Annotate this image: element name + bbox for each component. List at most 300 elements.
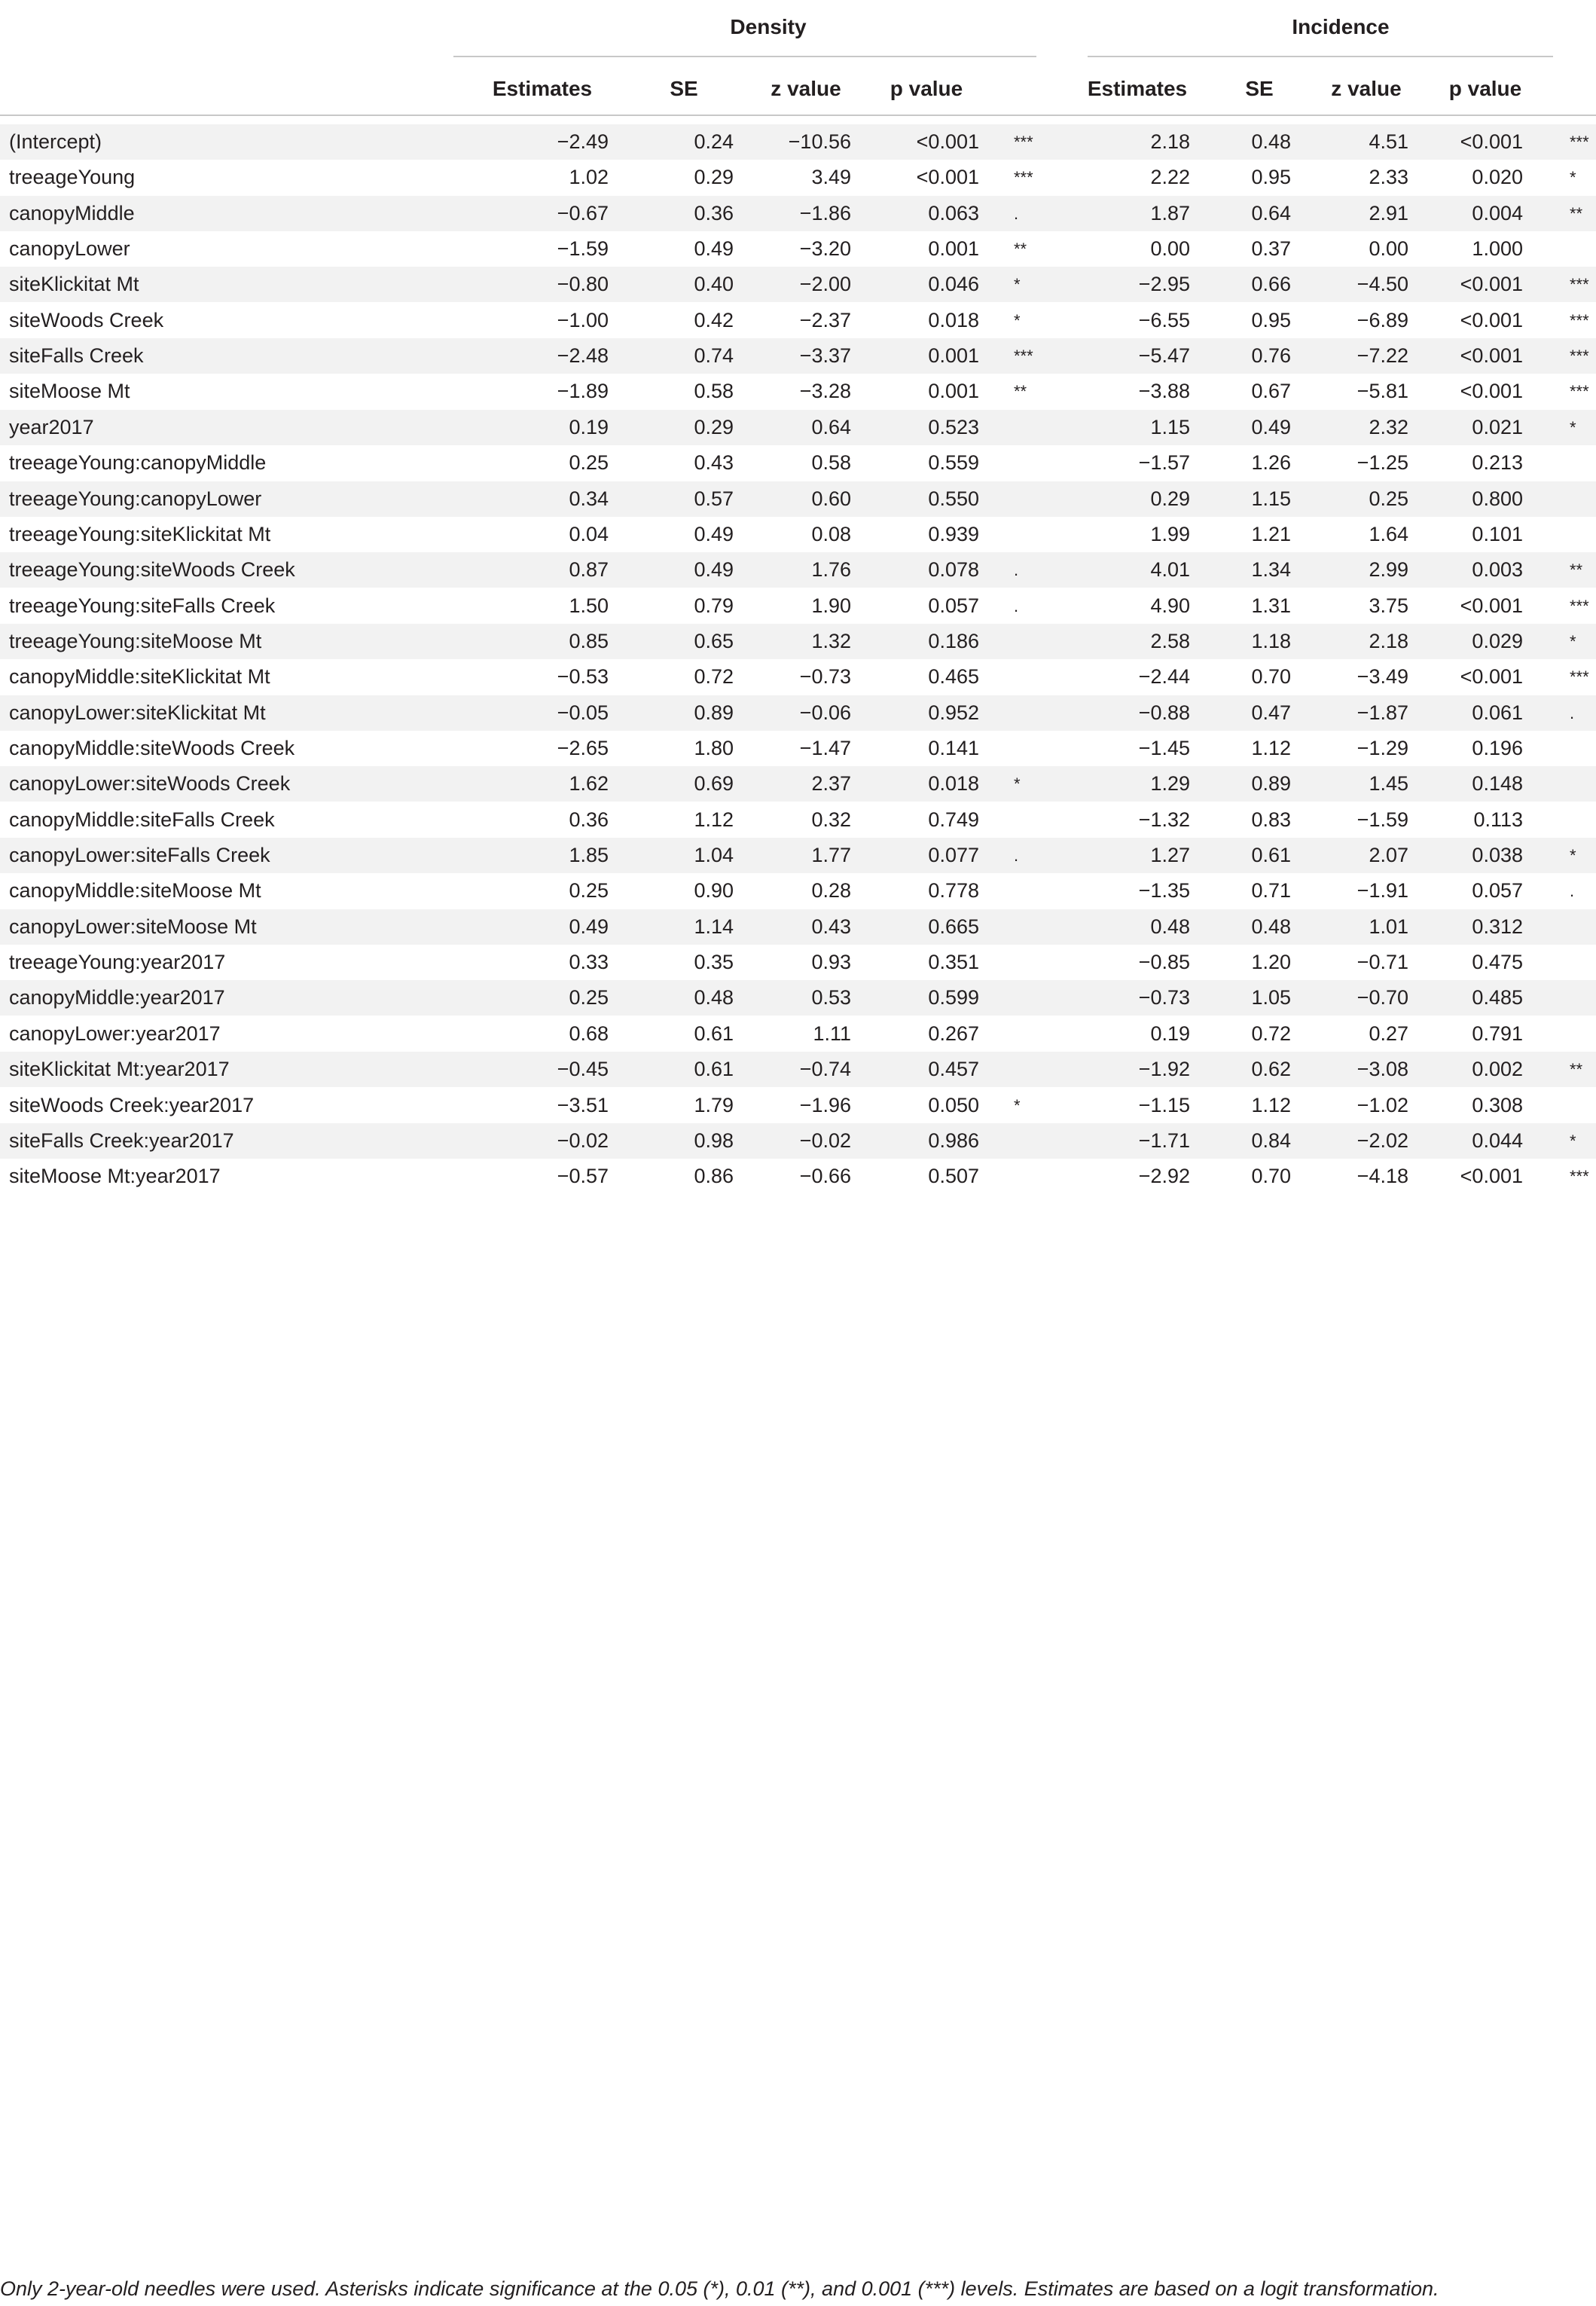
table-row bbox=[0, 410, 1596, 445]
density-estimate: 1.02 bbox=[569, 166, 609, 189]
row-label: canopyMiddle:year2017 bbox=[9, 986, 225, 1009]
incidence-z: 3.75 bbox=[1369, 594, 1408, 617]
density-se: 0.65 bbox=[694, 629, 734, 652]
incidence-se: 1.31 bbox=[1251, 594, 1291, 617]
row-label: siteMoose Mt bbox=[9, 380, 130, 403]
density-p: 0.550 bbox=[928, 487, 979, 510]
density-p: 0.599 bbox=[928, 986, 979, 1009]
density-estimate: −0.57 bbox=[557, 1165, 609, 1188]
incidence-estimate: 0.48 bbox=[1150, 915, 1190, 938]
density-estimate: 0.25 bbox=[569, 451, 609, 475]
incidence-z: −1.02 bbox=[1356, 1093, 1408, 1116]
incidence-p: 0.308 bbox=[1472, 1093, 1523, 1116]
density-sig bbox=[1014, 659, 1059, 695]
incidence-se: 1.05 bbox=[1251, 986, 1291, 1009]
incidence-p: 0.021 bbox=[1472, 415, 1523, 438]
density-sig bbox=[1014, 695, 1059, 731]
incidence-estimate: 0.29 bbox=[1150, 487, 1190, 510]
row-label: canopyMiddle:siteKlickitat Mt bbox=[9, 665, 270, 689]
incidence-p: 0.113 bbox=[1473, 808, 1523, 831]
incidence-estimate: 0.19 bbox=[1150, 1022, 1190, 1045]
row-label: canopyMiddle:siteMoose Mt bbox=[9, 879, 261, 903]
density-p: 0.523 bbox=[928, 415, 979, 438]
density-se: 0.90 bbox=[694, 879, 734, 903]
density-z: −10.56 bbox=[788, 130, 851, 153]
table-row bbox=[0, 267, 1596, 302]
incidence-sig: . bbox=[1570, 881, 1575, 901]
incidence-sig: * bbox=[1570, 631, 1576, 651]
row-label: canopyMiddle:siteFalls Creek bbox=[9, 808, 275, 831]
row-label: canopyLower:siteKlickitat Mt bbox=[9, 701, 266, 724]
density-p: 0.078 bbox=[928, 558, 979, 582]
density-z: 0.53 bbox=[811, 986, 851, 1009]
incidence-se: 0.84 bbox=[1251, 1129, 1291, 1152]
incidence-se: 0.89 bbox=[1251, 772, 1291, 796]
incidence-z: −5.81 bbox=[1356, 380, 1408, 403]
density-sig: . bbox=[1014, 203, 1019, 223]
density-sig bbox=[1014, 945, 1059, 980]
col-header-incidence-estimates: Estimates bbox=[1087, 77, 1188, 100]
density-estimate: −1.00 bbox=[557, 308, 609, 331]
density-se: 1.14 bbox=[694, 915, 734, 938]
density-sig bbox=[1014, 1052, 1059, 1087]
incidence-p: 0.061 bbox=[1472, 701, 1523, 724]
density-p: 0.001 bbox=[928, 380, 979, 403]
incidence-estimate: 4.90 bbox=[1150, 594, 1190, 617]
incidence-se: 0.70 bbox=[1251, 1165, 1291, 1188]
incidence-se: 0.95 bbox=[1251, 166, 1291, 189]
incidence-z: −2.02 bbox=[1356, 1129, 1408, 1152]
incidence-estimate: −6.55 bbox=[1138, 308, 1190, 331]
incidence-estimate: −1.57 bbox=[1138, 451, 1190, 475]
incidence-sig bbox=[1570, 731, 1595, 766]
table-row bbox=[0, 481, 1596, 517]
density-se: 0.57 bbox=[694, 487, 734, 510]
incidence-estimate: 1.27 bbox=[1150, 844, 1190, 866]
incidence-z: −7.22 bbox=[1356, 344, 1408, 368]
incidence-se: 0.64 bbox=[1251, 201, 1291, 224]
row-label: treeageYoung:siteFalls Creek bbox=[9, 594, 276, 617]
incidence-p: 0.044 bbox=[1472, 1129, 1523, 1152]
header-rule bbox=[0, 115, 1596, 116]
incidence-se: 1.12 bbox=[1251, 737, 1291, 759]
incidence-p: 0.002 bbox=[1472, 1058, 1523, 1081]
row-label: canopyMiddle:siteWoods Creek bbox=[9, 737, 295, 759]
incidence-sig: *** bbox=[1570, 1167, 1589, 1187]
col-header-density-p: p value bbox=[890, 77, 963, 100]
col-header-density-se: SE bbox=[670, 77, 698, 100]
density-se: 0.98 bbox=[694, 1129, 734, 1152]
incidence-estimate: −1.32 bbox=[1138, 808, 1190, 831]
row-label: siteFalls Creek:year2017 bbox=[9, 1129, 234, 1152]
table-row bbox=[0, 231, 1596, 267]
density-p: 0.986 bbox=[928, 1129, 979, 1152]
group-underline-incidence bbox=[1088, 56, 1553, 57]
incidence-estimate: 4.01 bbox=[1150, 558, 1190, 582]
density-p: 0.057 bbox=[928, 594, 979, 617]
row-label: canopyLower:siteFalls Creek bbox=[9, 844, 270, 866]
incidence-estimate: −1.45 bbox=[1138, 737, 1190, 759]
incidence-se: 1.15 bbox=[1251, 487, 1291, 510]
group-header-incidence: Incidence bbox=[1292, 15, 1390, 38]
density-p: 0.778 bbox=[928, 879, 979, 903]
density-p: 0.267 bbox=[928, 1022, 979, 1045]
density-se: 1.80 bbox=[694, 737, 734, 759]
density-z: 0.08 bbox=[811, 522, 851, 545]
density-p: 0.046 bbox=[928, 273, 979, 296]
table-row bbox=[0, 731, 1596, 766]
density-se: 0.35 bbox=[694, 951, 734, 973]
row-label: treeageYoung:siteWoods Creek bbox=[9, 558, 295, 582]
incidence-sig bbox=[1570, 231, 1595, 267]
density-p: 0.351 bbox=[928, 951, 979, 973]
incidence-estimate: −0.88 bbox=[1138, 701, 1190, 724]
incidence-z: −3.49 bbox=[1356, 665, 1408, 689]
incidence-se: 0.48 bbox=[1251, 130, 1291, 153]
incidence-se: 0.61 bbox=[1251, 844, 1291, 866]
incidence-se: 1.20 bbox=[1251, 951, 1291, 973]
density-se: 0.72 bbox=[694, 665, 734, 689]
col-header-density-estimates: Estimates bbox=[492, 77, 593, 100]
row-label: canopyLower:siteWoods Creek bbox=[9, 772, 291, 796]
incidence-se: 0.71 bbox=[1251, 879, 1291, 903]
incidence-sig bbox=[1570, 445, 1595, 481]
row-label: siteFalls Creek bbox=[9, 344, 144, 368]
incidence-sig bbox=[1570, 517, 1595, 552]
density-p: <0.001 bbox=[916, 130, 979, 153]
incidence-sig bbox=[1570, 1016, 1595, 1052]
incidence-p: <0.001 bbox=[1460, 130, 1523, 153]
density-z: −3.37 bbox=[799, 344, 851, 368]
table-row bbox=[0, 945, 1596, 980]
incidence-z: 4.51 bbox=[1369, 130, 1408, 153]
col-header-incidence-p: p value bbox=[1448, 77, 1522, 100]
density-se: 0.29 bbox=[694, 166, 734, 189]
table-row bbox=[0, 659, 1596, 695]
incidence-se: 0.47 bbox=[1251, 701, 1291, 724]
density-estimate: 0.25 bbox=[569, 879, 609, 903]
density-se: 0.48 bbox=[694, 986, 734, 1009]
incidence-se: 1.21 bbox=[1251, 522, 1291, 545]
table-row bbox=[0, 1159, 1596, 1194]
density-se: 0.61 bbox=[694, 1058, 734, 1081]
density-se: 0.40 bbox=[694, 273, 734, 296]
density-se: 0.69 bbox=[694, 772, 734, 796]
incidence-p: 0.213 bbox=[1472, 451, 1523, 475]
density-estimate: 0.25 bbox=[569, 986, 609, 1009]
density-estimate: 0.68 bbox=[569, 1022, 609, 1045]
incidence-p: <0.001 bbox=[1460, 1165, 1523, 1188]
incidence-z: −3.08 bbox=[1356, 1058, 1408, 1081]
incidence-p: <0.001 bbox=[1460, 344, 1523, 368]
density-sig bbox=[1014, 802, 1059, 838]
incidence-z: 1.01 bbox=[1369, 915, 1408, 938]
density-sig: *** bbox=[1014, 347, 1033, 366]
incidence-estimate: −2.92 bbox=[1138, 1165, 1190, 1188]
density-z: 0.28 bbox=[811, 879, 851, 903]
incidence-estimate: −5.47 bbox=[1138, 344, 1190, 368]
density-p: 0.001 bbox=[928, 344, 979, 368]
incidence-sig: *** bbox=[1570, 596, 1589, 615]
incidence-sig bbox=[1570, 766, 1595, 802]
table-row bbox=[0, 695, 1596, 731]
incidence-z: 2.07 bbox=[1369, 844, 1408, 866]
incidence-estimate: 1.87 bbox=[1150, 201, 1190, 224]
density-z: −3.20 bbox=[799, 237, 851, 261]
table-row bbox=[0, 196, 1596, 231]
incidence-sig bbox=[1570, 945, 1595, 980]
incidence-sig: *** bbox=[1570, 310, 1589, 330]
table-row bbox=[0, 588, 1596, 624]
density-estimate: −0.45 bbox=[557, 1058, 609, 1081]
density-p: 0.749 bbox=[928, 808, 979, 831]
incidence-p: 0.101 bbox=[1472, 522, 1523, 545]
incidence-estimate: 2.58 bbox=[1150, 629, 1190, 652]
table-row bbox=[0, 838, 1596, 873]
incidence-estimate: −0.85 bbox=[1138, 951, 1190, 973]
row-label: treeageYoung:siteMoose Mt bbox=[9, 629, 262, 652]
table-row bbox=[0, 1016, 1596, 1052]
incidence-sig: *** bbox=[1570, 667, 1589, 687]
incidence-estimate: 1.15 bbox=[1150, 415, 1190, 438]
density-p: 0.077 bbox=[928, 844, 979, 866]
density-p: 0.465 bbox=[928, 665, 979, 689]
density-estimate: −1.59 bbox=[557, 237, 609, 261]
density-sig: . bbox=[1014, 560, 1019, 580]
incidence-estimate: 2.22 bbox=[1150, 166, 1190, 189]
density-estimate: 0.36 bbox=[569, 808, 609, 831]
row-label: (Intercept) bbox=[9, 130, 102, 153]
density-z: −0.06 bbox=[799, 701, 851, 724]
incidence-estimate: 1.29 bbox=[1150, 772, 1190, 796]
incidence-p: 0.003 bbox=[1472, 558, 1523, 582]
density-sig: . bbox=[1014, 846, 1019, 865]
incidence-p: 0.029 bbox=[1472, 629, 1523, 652]
table-row bbox=[0, 160, 1596, 195]
incidence-se: 0.83 bbox=[1251, 808, 1291, 831]
density-se: 0.79 bbox=[694, 594, 734, 617]
density-p: 0.952 bbox=[928, 701, 979, 724]
incidence-se: 0.49 bbox=[1251, 415, 1291, 438]
density-sig: * bbox=[1014, 275, 1021, 295]
incidence-p: 0.475 bbox=[1472, 951, 1523, 973]
incidence-sig: * bbox=[1570, 846, 1576, 865]
density-z: −1.86 bbox=[799, 201, 851, 224]
density-p: 0.665 bbox=[928, 915, 979, 938]
incidence-p: 0.791 bbox=[1472, 1022, 1523, 1045]
incidence-estimate: −1.92 bbox=[1138, 1058, 1190, 1081]
incidence-sig: ** bbox=[1570, 203, 1583, 223]
incidence-estimate: 1.99 bbox=[1150, 522, 1190, 545]
density-sig: . bbox=[1014, 596, 1019, 615]
density-p: 0.186 bbox=[928, 629, 979, 652]
density-z: −0.66 bbox=[799, 1165, 851, 1188]
incidence-p: 0.004 bbox=[1472, 201, 1523, 224]
density-sig: *** bbox=[1014, 133, 1033, 151]
incidence-z: −6.89 bbox=[1356, 308, 1408, 331]
incidence-sig: *** bbox=[1570, 382, 1589, 402]
density-sig bbox=[1014, 517, 1059, 552]
density-p: <0.001 bbox=[916, 166, 979, 189]
density-z: 1.32 bbox=[811, 629, 851, 652]
density-estimate: 0.04 bbox=[569, 522, 609, 545]
col-header-density-z: z value bbox=[771, 77, 841, 100]
incidence-se: 1.18 bbox=[1251, 629, 1291, 652]
density-p: 0.001 bbox=[928, 237, 979, 261]
density-sig bbox=[1014, 873, 1059, 909]
density-sig bbox=[1014, 1159, 1059, 1194]
table-row bbox=[0, 124, 1596, 160]
incidence-p: 0.057 bbox=[1472, 879, 1523, 903]
incidence-z: 2.32 bbox=[1369, 415, 1408, 438]
incidence-se: 0.72 bbox=[1251, 1022, 1291, 1045]
incidence-p: <0.001 bbox=[1460, 665, 1523, 689]
density-estimate: 0.49 bbox=[569, 915, 609, 938]
incidence-p: 0.038 bbox=[1472, 844, 1523, 866]
density-z: −0.74 bbox=[799, 1058, 851, 1081]
density-z: 1.11 bbox=[813, 1022, 851, 1045]
density-sig bbox=[1014, 731, 1059, 766]
incidence-sig: ** bbox=[1570, 560, 1583, 580]
density-estimate: −2.48 bbox=[557, 344, 609, 368]
incidence-se: 0.95 bbox=[1251, 308, 1291, 331]
row-label: siteWoods Creek:year2017 bbox=[9, 1093, 255, 1116]
incidence-z: −1.91 bbox=[1356, 879, 1408, 903]
incidence-z: −1.59 bbox=[1356, 808, 1408, 831]
incidence-z: 0.27 bbox=[1369, 1022, 1408, 1045]
table-row bbox=[0, 303, 1596, 338]
incidence-p: 0.196 bbox=[1472, 737, 1523, 759]
incidence-se: 0.48 bbox=[1251, 915, 1291, 938]
incidence-p: <0.001 bbox=[1460, 380, 1523, 403]
density-z: 3.49 bbox=[811, 166, 851, 189]
density-p: 0.939 bbox=[928, 522, 979, 545]
incidence-z: −0.71 bbox=[1356, 951, 1408, 973]
incidence-sig: * bbox=[1570, 1131, 1576, 1150]
density-se: 0.42 bbox=[694, 308, 734, 331]
table-row bbox=[0, 517, 1596, 552]
density-sig bbox=[1014, 481, 1059, 517]
density-z: 0.64 bbox=[811, 415, 851, 438]
density-se: 0.89 bbox=[694, 701, 734, 724]
density-z: 1.77 bbox=[811, 844, 851, 866]
incidence-sig bbox=[1570, 481, 1595, 517]
density-estimate: 0.85 bbox=[569, 629, 609, 652]
density-se: 0.43 bbox=[694, 451, 734, 475]
density-sig bbox=[1014, 980, 1059, 1016]
incidence-z: −4.50 bbox=[1356, 273, 1408, 296]
density-sig bbox=[1014, 410, 1059, 445]
density-p: 0.063 bbox=[928, 201, 979, 224]
row-label: canopyLower bbox=[9, 237, 130, 261]
density-estimate: −0.05 bbox=[557, 701, 609, 724]
density-estimate: −0.80 bbox=[557, 273, 609, 296]
density-sig: *** bbox=[1014, 168, 1033, 188]
incidence-z: 0.00 bbox=[1369, 237, 1408, 261]
density-se: 0.29 bbox=[694, 415, 734, 438]
table-row bbox=[0, 909, 1596, 945]
incidence-sig: *** bbox=[1570, 275, 1589, 295]
incidence-se: 0.76 bbox=[1251, 344, 1291, 368]
density-p: 0.018 bbox=[928, 308, 979, 331]
group-underline-density bbox=[453, 56, 1036, 57]
density-sig: * bbox=[1014, 774, 1021, 794]
density-se: 0.86 bbox=[694, 1165, 734, 1188]
density-p: 0.457 bbox=[928, 1058, 979, 1081]
incidence-estimate: −3.88 bbox=[1138, 380, 1190, 403]
row-label: canopyMiddle bbox=[9, 201, 135, 224]
incidence-z: 2.18 bbox=[1369, 629, 1408, 652]
density-estimate: 0.34 bbox=[569, 487, 609, 510]
density-sig bbox=[1014, 1123, 1059, 1159]
row-label: treeageYoung:canopyLower bbox=[9, 487, 262, 510]
incidence-estimate: −0.73 bbox=[1138, 986, 1190, 1009]
density-estimate: −0.67 bbox=[557, 201, 609, 224]
incidence-z: 2.99 bbox=[1369, 558, 1408, 582]
row-label: siteMoose Mt:year2017 bbox=[9, 1165, 221, 1188]
table-row bbox=[0, 624, 1596, 659]
incidence-p: 1.000 bbox=[1472, 237, 1523, 261]
density-estimate: −0.53 bbox=[557, 665, 609, 689]
density-estimate: −2.65 bbox=[557, 737, 609, 759]
density-se: 0.49 bbox=[694, 522, 734, 545]
density-sig: * bbox=[1014, 310, 1021, 330]
density-estimate: 0.19 bbox=[569, 415, 609, 438]
density-estimate: 1.50 bbox=[569, 594, 609, 617]
density-p: 0.141 bbox=[928, 737, 979, 759]
table-row bbox=[0, 873, 1596, 909]
row-label: siteWoods Creek bbox=[9, 308, 164, 331]
table-row bbox=[0, 1052, 1596, 1087]
incidence-sig: ** bbox=[1570, 1060, 1583, 1080]
density-sig: ** bbox=[1014, 382, 1027, 402]
density-se: 1.04 bbox=[694, 844, 734, 866]
incidence-estimate: −1.15 bbox=[1138, 1093, 1190, 1116]
group-header-density: Density bbox=[730, 15, 807, 38]
incidence-p: 0.312 bbox=[1472, 915, 1523, 938]
incidence-se: 0.67 bbox=[1251, 380, 1291, 403]
density-z: 0.58 bbox=[811, 451, 851, 475]
incidence-se: 0.62 bbox=[1251, 1058, 1291, 1081]
incidence-z: −1.87 bbox=[1356, 701, 1408, 724]
incidence-sig: . bbox=[1570, 703, 1575, 722]
row-label: siteKlickitat Mt bbox=[9, 273, 139, 296]
density-p: 0.559 bbox=[928, 451, 979, 475]
density-se: 0.24 bbox=[694, 130, 734, 153]
incidence-p: <0.001 bbox=[1460, 308, 1523, 331]
density-sig bbox=[1014, 624, 1059, 659]
incidence-p: 0.148 bbox=[1472, 772, 1523, 796]
incidence-sig bbox=[1570, 980, 1595, 1016]
row-label: canopyLower:siteMoose Mt bbox=[9, 915, 257, 938]
incidence-z: 2.33 bbox=[1369, 166, 1408, 189]
incidence-estimate: −1.35 bbox=[1138, 879, 1190, 903]
density-se: 0.49 bbox=[694, 237, 734, 261]
density-estimate: −0.02 bbox=[557, 1129, 609, 1152]
density-se: 1.79 bbox=[694, 1093, 734, 1116]
table-row bbox=[0, 980, 1596, 1016]
density-se: 0.49 bbox=[694, 558, 734, 582]
density-z: −0.02 bbox=[799, 1129, 851, 1152]
incidence-sig: * bbox=[1570, 168, 1576, 188]
density-z: 0.43 bbox=[811, 915, 851, 938]
density-z: −1.96 bbox=[799, 1093, 851, 1116]
density-estimate: −2.49 bbox=[557, 130, 609, 153]
table-row bbox=[0, 445, 1596, 481]
incidence-z: −0.70 bbox=[1356, 986, 1408, 1009]
density-se: 0.58 bbox=[694, 380, 734, 403]
density-sig bbox=[1014, 445, 1059, 481]
